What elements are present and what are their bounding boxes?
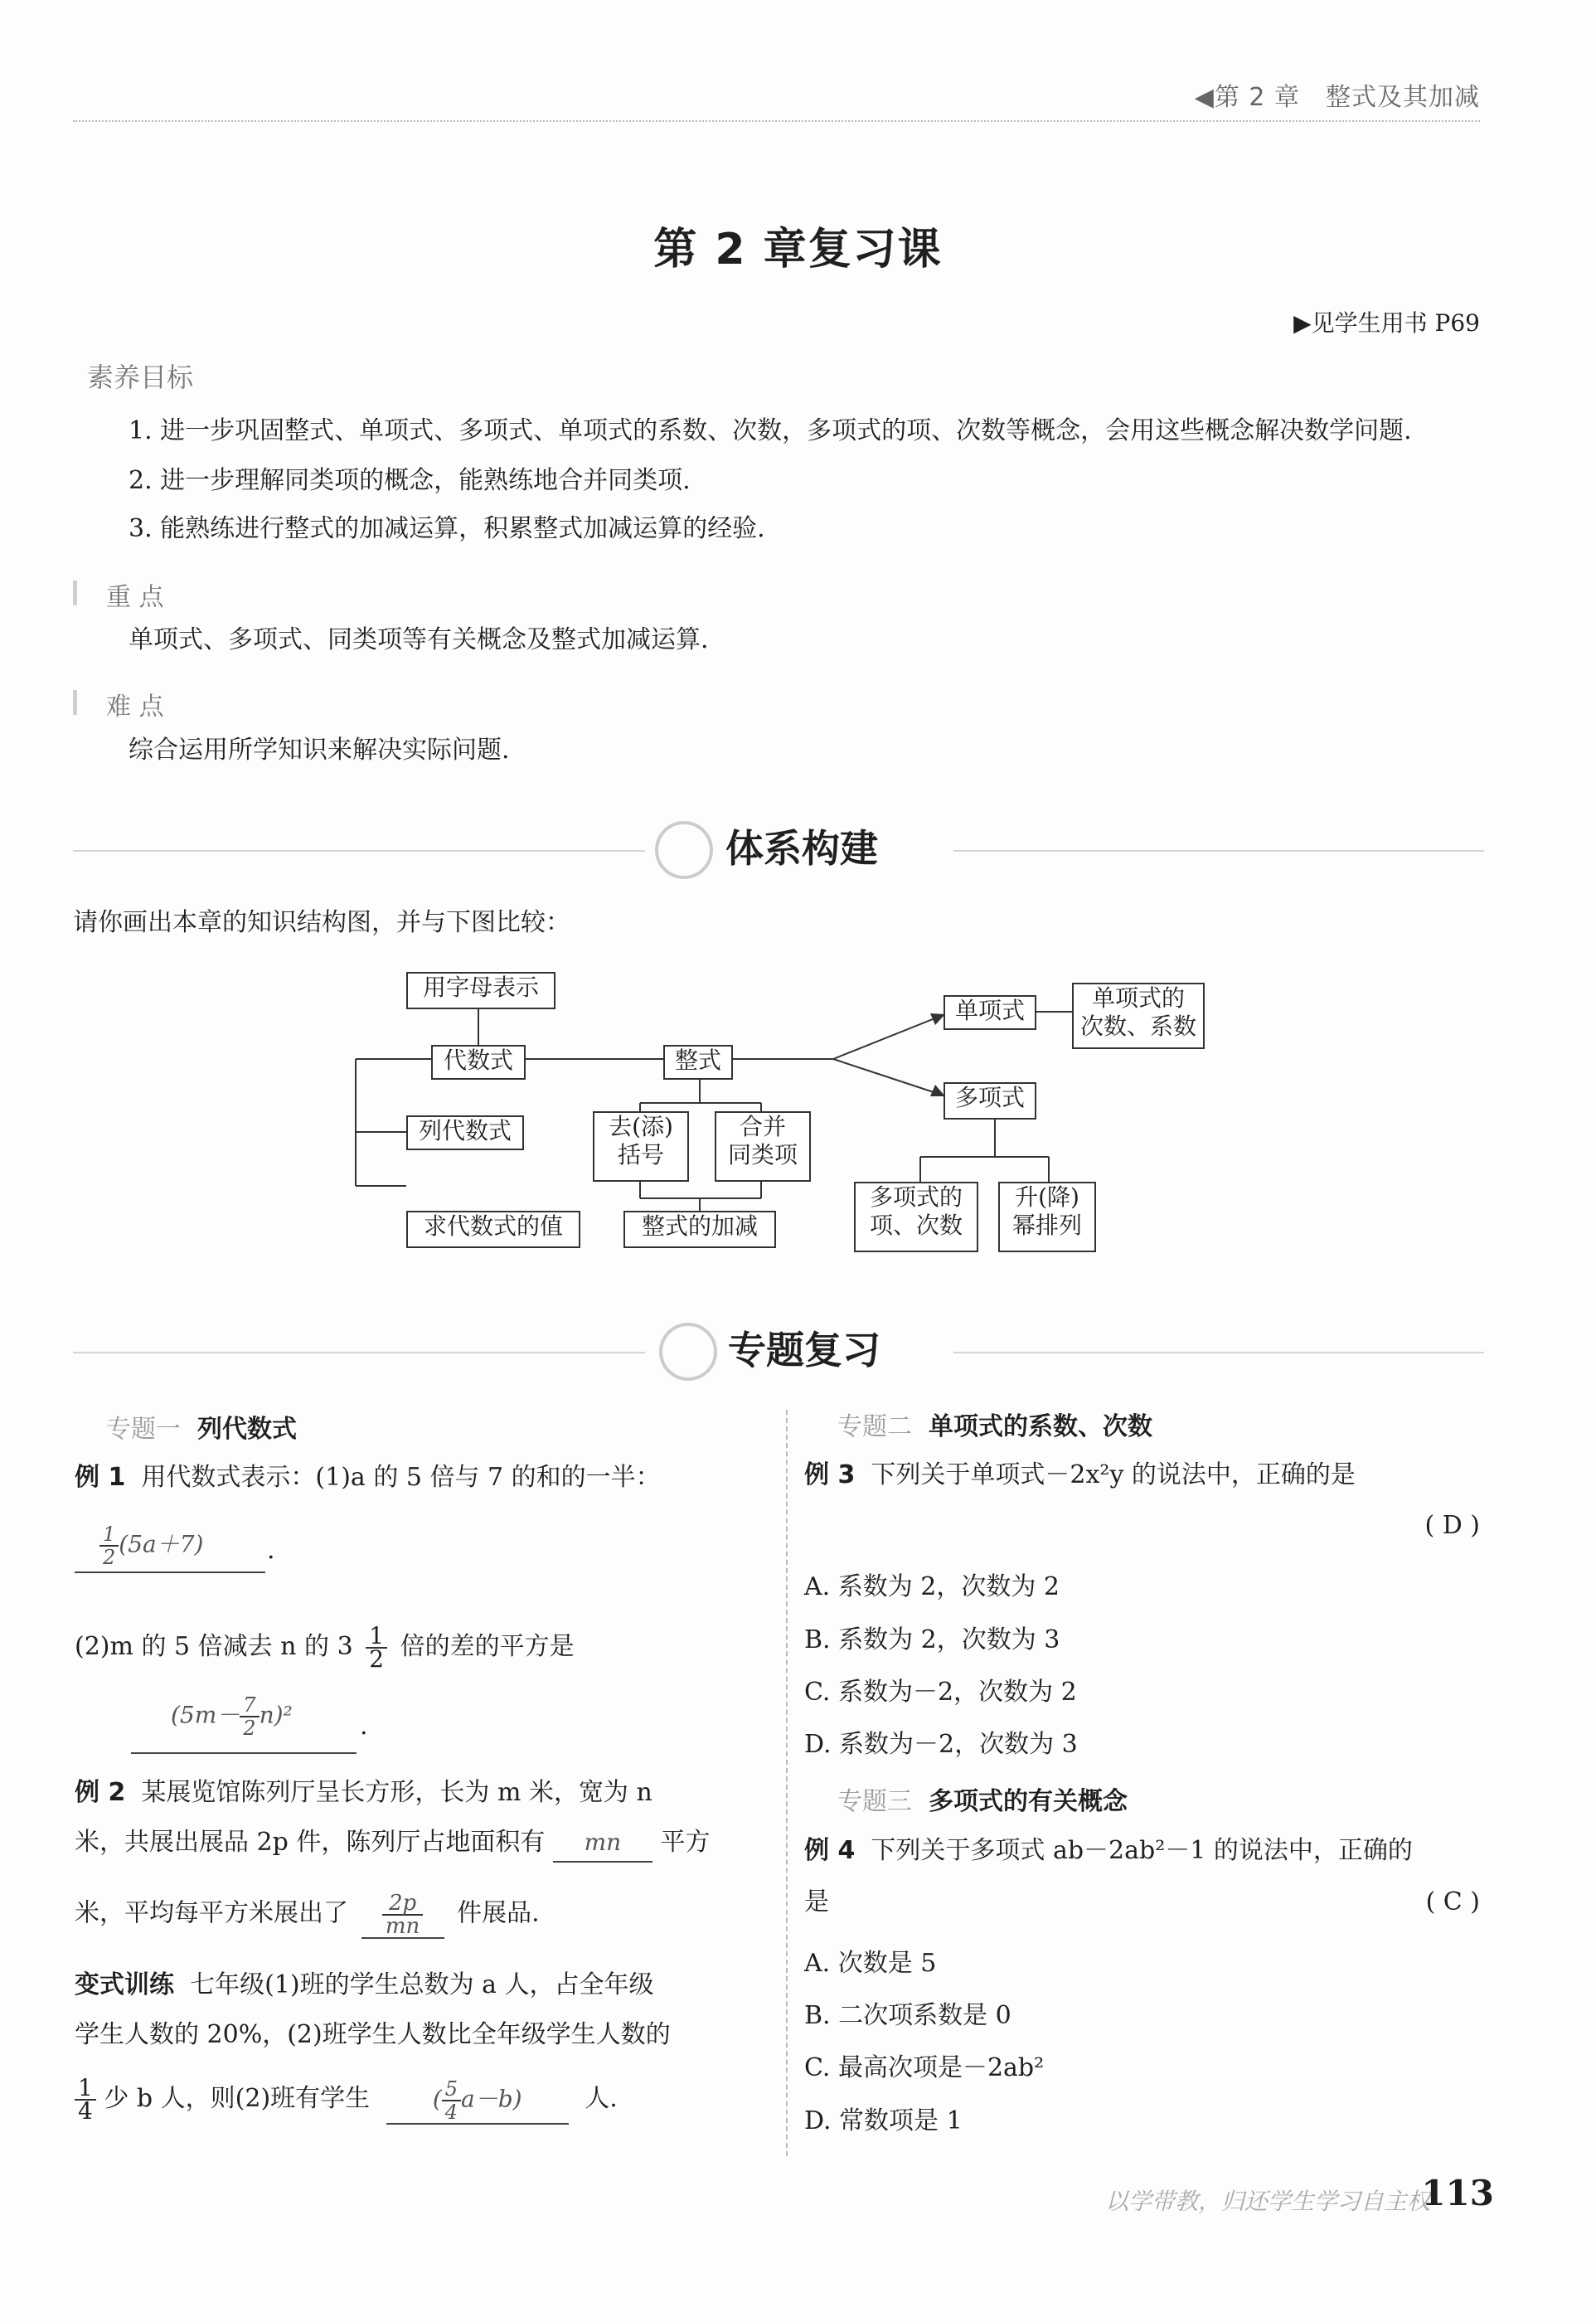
ex4-label: 例 4: [804, 1836, 856, 1865]
ex1-label: 例 1: [75, 1463, 126, 1492]
ex4-option-a: A. 次数是 5: [804, 1949, 937, 1978]
node-poly-terms-l2: 项、次数: [869, 1212, 963, 1239]
ex1-a1: $\frac{1}{2}$ (5a＋7): [99, 1523, 203, 1568]
ex1-a2-blank: [131, 1688, 357, 1754]
practice-answer: ( $\frac{5}{4}$ a－b): [386, 2078, 569, 2125]
ex4-option-c: C. 最高次项是－2ab²: [804, 2053, 1045, 2082]
ex2-a1: mn: [553, 1824, 652, 1863]
ex2-a2: $\frac{2p}{mn}$: [361, 1892, 444, 1939]
ex1-a2-period: .: [360, 1712, 368, 1741]
goal-item-3: 3. 能熟练进行整式的加减运算，积累整式加减运算的经验.: [129, 514, 765, 543]
difficult-text: 综合运用所学知识来解决实际问题.: [129, 736, 510, 765]
node-poly-terms-l1: 多项式的: [869, 1183, 963, 1211]
ex1-q2: (2)m 的 5 倍减去 n 的 3 $\frac{1}{2}$ 倍的差的平方是: [75, 1622, 575, 1673]
topic2: [837, 1406, 1152, 1442]
ex4-option-b: B. 二次项系数是 0: [804, 2001, 1011, 2030]
node-mono-coef-l2: 次数、系数: [1079, 1013, 1196, 1040]
chapter-title: 第 2 章复习课: [653, 225, 943, 274]
ex1-a1-blank: [75, 1522, 265, 1573]
node-letters: 用字母表示: [406, 972, 555, 1009]
system-title: 体系构建: [725, 826, 878, 871]
ex4-q2: 是: [804, 1887, 829, 1916]
page-number: 113: [1421, 2173, 1494, 2213]
node-alg-expr: 代数式: [431, 1045, 526, 1080]
ex3-option-a: A. 系数为 2，次数为 2: [804, 1572, 1060, 1601]
ex1-a2: (5m－ $\frac{7}{2}$ n)²: [171, 1693, 293, 1740]
node-combine: [715, 1111, 811, 1182]
practice-label: 变式训练: [75, 1970, 174, 1999]
column-divider: [786, 1410, 788, 2156]
node-brackets: [593, 1111, 689, 1182]
review-title: 专题复习: [728, 1328, 880, 1372]
goal-item-2: 2. 进一步理解同类项的概念，能熟练地合并同类项.: [129, 466, 691, 495]
ex2-label: 例 2: [75, 1778, 126, 1807]
review-icon: [659, 1323, 717, 1381]
goal-item-1: 1. 进一步巩固整式、单项式、多项式、单项式的系数、次数，多项式的项、次数等概念，会用这些概念解决数学问题.: [129, 416, 1412, 445]
node-brackets-l2: 括号: [617, 1141, 664, 1168]
ex2-l1: 例 2 某展览馆陈列厅呈长方形，长为 m 米，宽为 n: [75, 1778, 652, 1807]
ex3-option-b: B. 系数为 2，次数为 3: [804, 1625, 1060, 1654]
node-add-sub: 整式的加减: [623, 1211, 776, 1248]
ex4-q1: 例 4 下列关于多项式 ab－2ab²－1 的说法中，正确的: [804, 1836, 1413, 1865]
ex2-l2: 米，共展出展品 2p 件，陈列厅占地面积有 mn 平方: [75, 1824, 763, 1863]
node-combine-l1: 合并: [739, 1113, 786, 1140]
topic3-tag: 专题三: [837, 1787, 912, 1816]
key-text: 单项式、多项式、同类项等有关概念及整式加减运算.: [129, 625, 709, 654]
running-header: ◀第 2 章 整式及其加减: [1194, 83, 1480, 112]
goals-label: 素养目标: [87, 362, 194, 393]
topic3: [837, 1780, 1128, 1817]
node-mono-coef-l1: 单项式的: [1091, 984, 1185, 1012]
key-label: 重 点: [106, 583, 164, 612]
node-polynomial-expr: 整式: [663, 1045, 733, 1080]
node-mono-coef: [1072, 983, 1205, 1049]
ex3-option-d: D. 系数为－2，次数为 3: [804, 1730, 1078, 1759]
node-combine-l2: 同类项: [727, 1141, 798, 1168]
node-poly-terms: [854, 1182, 978, 1252]
practice-l2: 学生人数的 20%，(2)班学生人数比全年级学生人数的: [75, 2020, 671, 2049]
banner2-line-right: [953, 1352, 1484, 1353]
ex4-option-d: D. 常数项是 1: [804, 2106, 963, 2135]
topic2-tag: 专题二: [837, 1412, 912, 1441]
ex3-answer: ( D ): [1424, 1511, 1480, 1540]
see-student-book: ▶见学生用书 P69: [1293, 309, 1480, 337]
footer-slogan: 以学带教，归还学生学习自主权: [1104, 2188, 1430, 2215]
practice-l1: 变式训练 七年级(1)班的学生总数为 a 人，占全年级: [75, 1970, 654, 1999]
system-intro: 请你画出本章的知识结构图，并与下图比较：: [73, 908, 570, 937]
practice-l3: $\frac{1}{4}$ 少 b 人，则(2)班有学生 ( $\frac{5}{4}$ a－b) 人.: [75, 2077, 763, 2125]
ex2-l3: 米，平均每平方米展出了 $\frac{2p}{mn}$ 件展品.: [75, 1891, 540, 1939]
ex4-answer: ( C ): [1425, 1887, 1480, 1916]
topic2-name: 单项式的系数、次数: [929, 1412, 1152, 1441]
ex1-a1-period: .: [267, 1536, 275, 1565]
node-list-expr: 列代数式: [406, 1115, 524, 1150]
node-brackets-l1: 去(添): [609, 1113, 673, 1140]
topic1-tag: 专题一: [106, 1415, 181, 1444]
topic1-name: 列代数式: [197, 1415, 297, 1444]
banner2-line-left: [73, 1352, 645, 1353]
ex1-q1: 例 1 用代数式表示：(1)a 的 5 倍与 7 的和的一半：: [75, 1463, 661, 1492]
node-eval-expr: 求代数式的值: [406, 1211, 580, 1248]
topic3-name: 多项式的有关概念: [929, 1787, 1128, 1816]
node-ordering-l1: 升(降): [1015, 1183, 1079, 1211]
topic1: [106, 1408, 297, 1445]
ex3-q: 例 3 下列关于单项式－2x²y 的说法中，正确的是: [804, 1460, 1356, 1489]
node-monomial: 单项式: [944, 995, 1036, 1030]
ex3-label: 例 3: [804, 1460, 856, 1489]
node-ordering: [998, 1182, 1096, 1252]
node-ordering-l2: 幂排列: [1011, 1212, 1082, 1239]
difficult-label: 难 点: [106, 692, 164, 721]
ex3-option-c: C. 系数为－2，次数为 2: [804, 1678, 1077, 1707]
node-polynomial: 多项式: [944, 1082, 1036, 1120]
